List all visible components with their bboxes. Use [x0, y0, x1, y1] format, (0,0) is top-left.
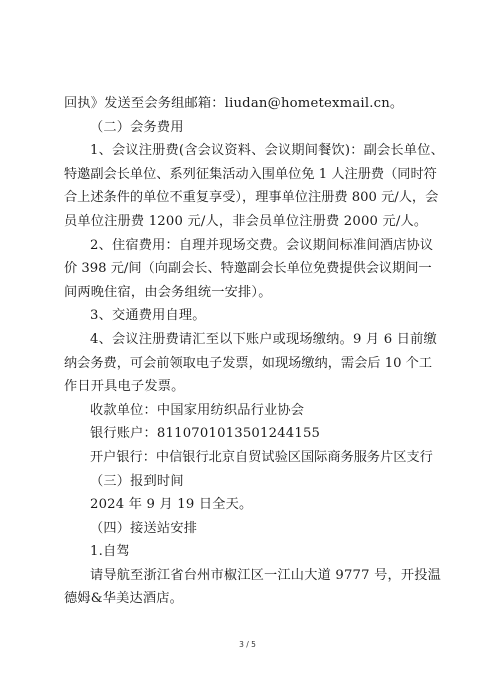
section-heading-checkin: （三）报到时间 [90, 473, 184, 489]
subheading-self-drive: 1.自驾 [90, 544, 130, 560]
text-line: 纳会务费，可会前领取电子发票，如现场缴纳，需会后 10 个工 [64, 355, 433, 371]
text-line-navigation: 请导航至浙江省台州市椒江区一江山大道 9777 号，开投温 [90, 567, 442, 583]
text-line-accommodation: 2、住宿费用：自理并现场交费。会议期间标准间酒店协议 [90, 237, 434, 253]
checkin-date-line: 2024 年 9 月 19 日全天。 [90, 497, 253, 513]
text-line-transport: 3、交通费用自理。 [90, 308, 206, 324]
text-line: 价 398 元/间（向副会长、特邀副会长单位免费提供会议期间一 [64, 261, 432, 277]
text-line: 合上述条件的单位不重复享受），理事单位注册费 800 元/人，会 [64, 190, 439, 206]
text-line-payment: 4、会议注册费请汇至以下账户或现场缴纳。9 月 6 日前缴 [90, 331, 437, 347]
document-body [64, 92, 442, 611]
text-line: 间两晚住宿，由会务组统一安排）。 [64, 284, 272, 300]
text-line: 作日开具电子发票。 [64, 379, 185, 395]
section-heading-pickup: （四）接送站安排 [90, 520, 198, 536]
text-line-registration-fee: 1、会议注册费(含会议资料、会议期间餐饮)：副会长单位、 [90, 143, 444, 159]
bank-account-line: 银行账户：8110701013501244155 [90, 426, 321, 442]
text-line-receipt-email: 回执》发送至会务组邮箱：liudan@hometexmail.cn。 [64, 96, 404, 111]
bank-name-line: 开户银行：中信银行北京自贸试验区国际商务服务片区支行 [90, 449, 433, 465]
text-line: 特邀副会长单位、系列征集活动入围单位免 1 人注册费（同时符 [64, 166, 437, 182]
payee-line: 收款单位：中国家用纺织品行业协会 [90, 402, 305, 418]
page-number: 3 / 5 [239, 640, 256, 649]
text-line: 德姆&华美达酒店。 [64, 591, 184, 607]
text-line: 员单位注册费 1200 元/人，非会员单位注册费 2000 元/人。 [64, 213, 428, 229]
section-heading-fees: （二）会务费用 [90, 119, 184, 135]
